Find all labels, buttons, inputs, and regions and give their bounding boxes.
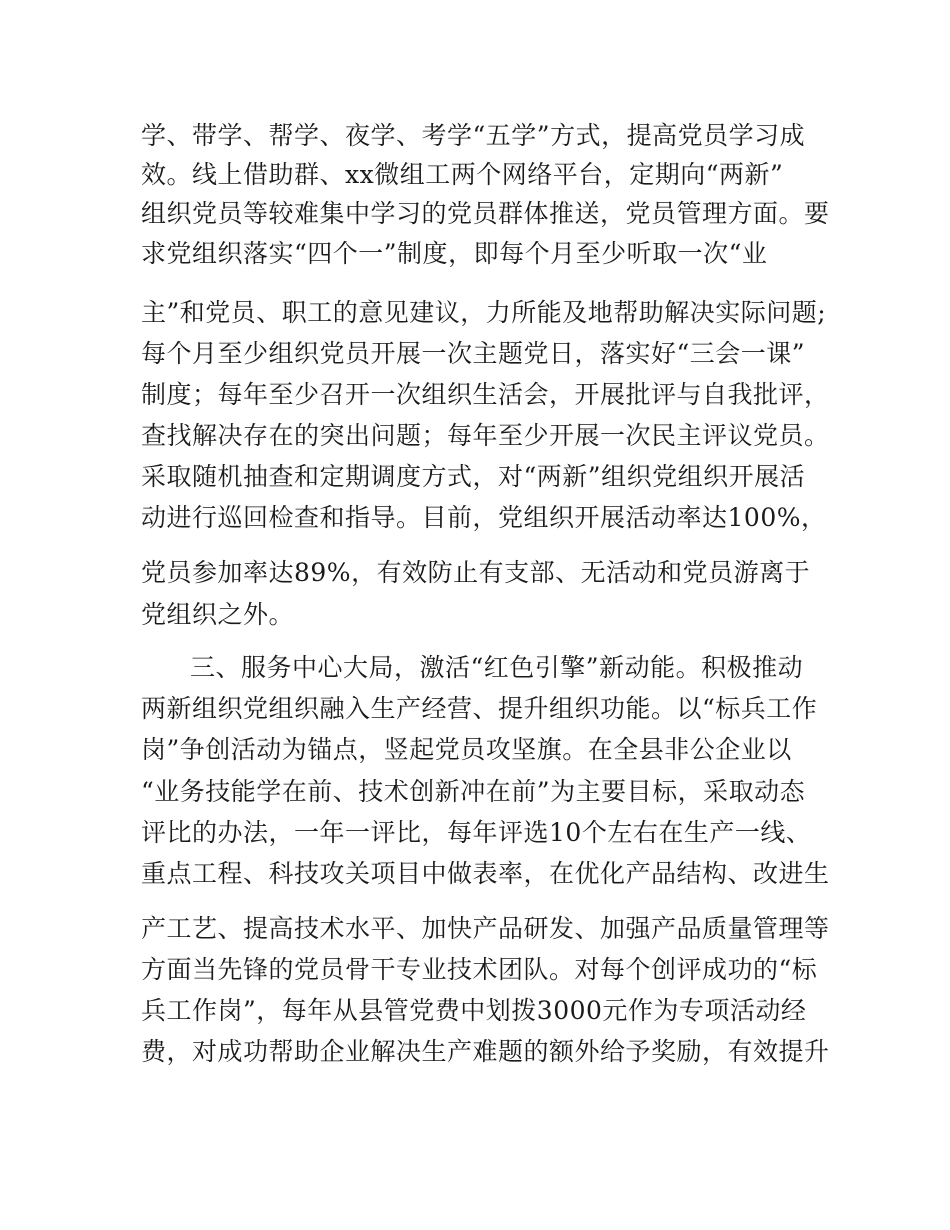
paragraph-first-line: 三、服务中心大局，激活“红色引擎”新动能。积极推动 <box>190 653 804 682</box>
text-line: 每个月至少组织党员开展一次主题党日，落实好“三会一课” <box>141 339 806 368</box>
text-line: “业务技能学在前、技术创新冲在前”为主要目标，采取动态 <box>141 777 806 806</box>
text-line: 学、带学、帮学、夜学、考学“五学”方式，提高党员学习成 <box>141 121 806 150</box>
text-line: 岗”争创活动为锚点，竖起党员攻坚旗。在全县非公企业以 <box>141 735 792 764</box>
text-line: 费，对成功帮助企业解决生产难题的额外给予奖励，有效提升 <box>141 1037 830 1066</box>
text-line: 重点工程、科技攻关项目中做表率，在优化产品结构、改进生 <box>141 859 830 888</box>
text-line: 党员参加率达89%，有效防止有支部、无活动和党员游离于 <box>141 558 811 587</box>
text-line: 方面当先锋的党员骨干专业技术团队。对每个创评成功的“标 <box>141 955 818 984</box>
text-line: 动进行巡回检查和指导。目前，党组织开展活动率达100%， <box>141 503 827 532</box>
text-line: 两新组织党组织融入生产经营、提升组织功能。以“标兵工作 <box>141 694 818 723</box>
text-line: 查找解决存在的突出问题；每年至少开展一次民主评议党员。 <box>141 421 830 450</box>
text-line: 组织党员等较难集中学习的党员群体推送，党员管理方面。要 <box>141 199 830 228</box>
text-line: 求党组织落实“四个一”制度，即每个月至少听取一次“业 <box>141 239 768 268</box>
text-line: 兵工作岗”，每年从县管党费中划拨3000元作为专项活动经 <box>141 996 807 1025</box>
text-line: 制度；每年至少召开一次组织生活会，开展批评与自我批评， <box>141 380 830 409</box>
text-line: 党组织之外。 <box>141 600 295 629</box>
text-line: 产工艺、提高技术水平、加快产品研发、加强产品质量管理等 <box>141 914 830 943</box>
text-line: 主”和党员、职工的意见建议，力所能及地帮助解决实际问题; <box>141 298 827 327</box>
text-line: 评比的办法，一年一评比，每年评选10个左右在生产一线、 <box>141 818 812 847</box>
text-line: 采取随机抽查和定期调度方式，对“两新”组织党组织开展活 <box>141 462 806 491</box>
text-line: 效。线上借助群、xx微组工两个网络平台，定期向“两新” <box>141 160 784 189</box>
